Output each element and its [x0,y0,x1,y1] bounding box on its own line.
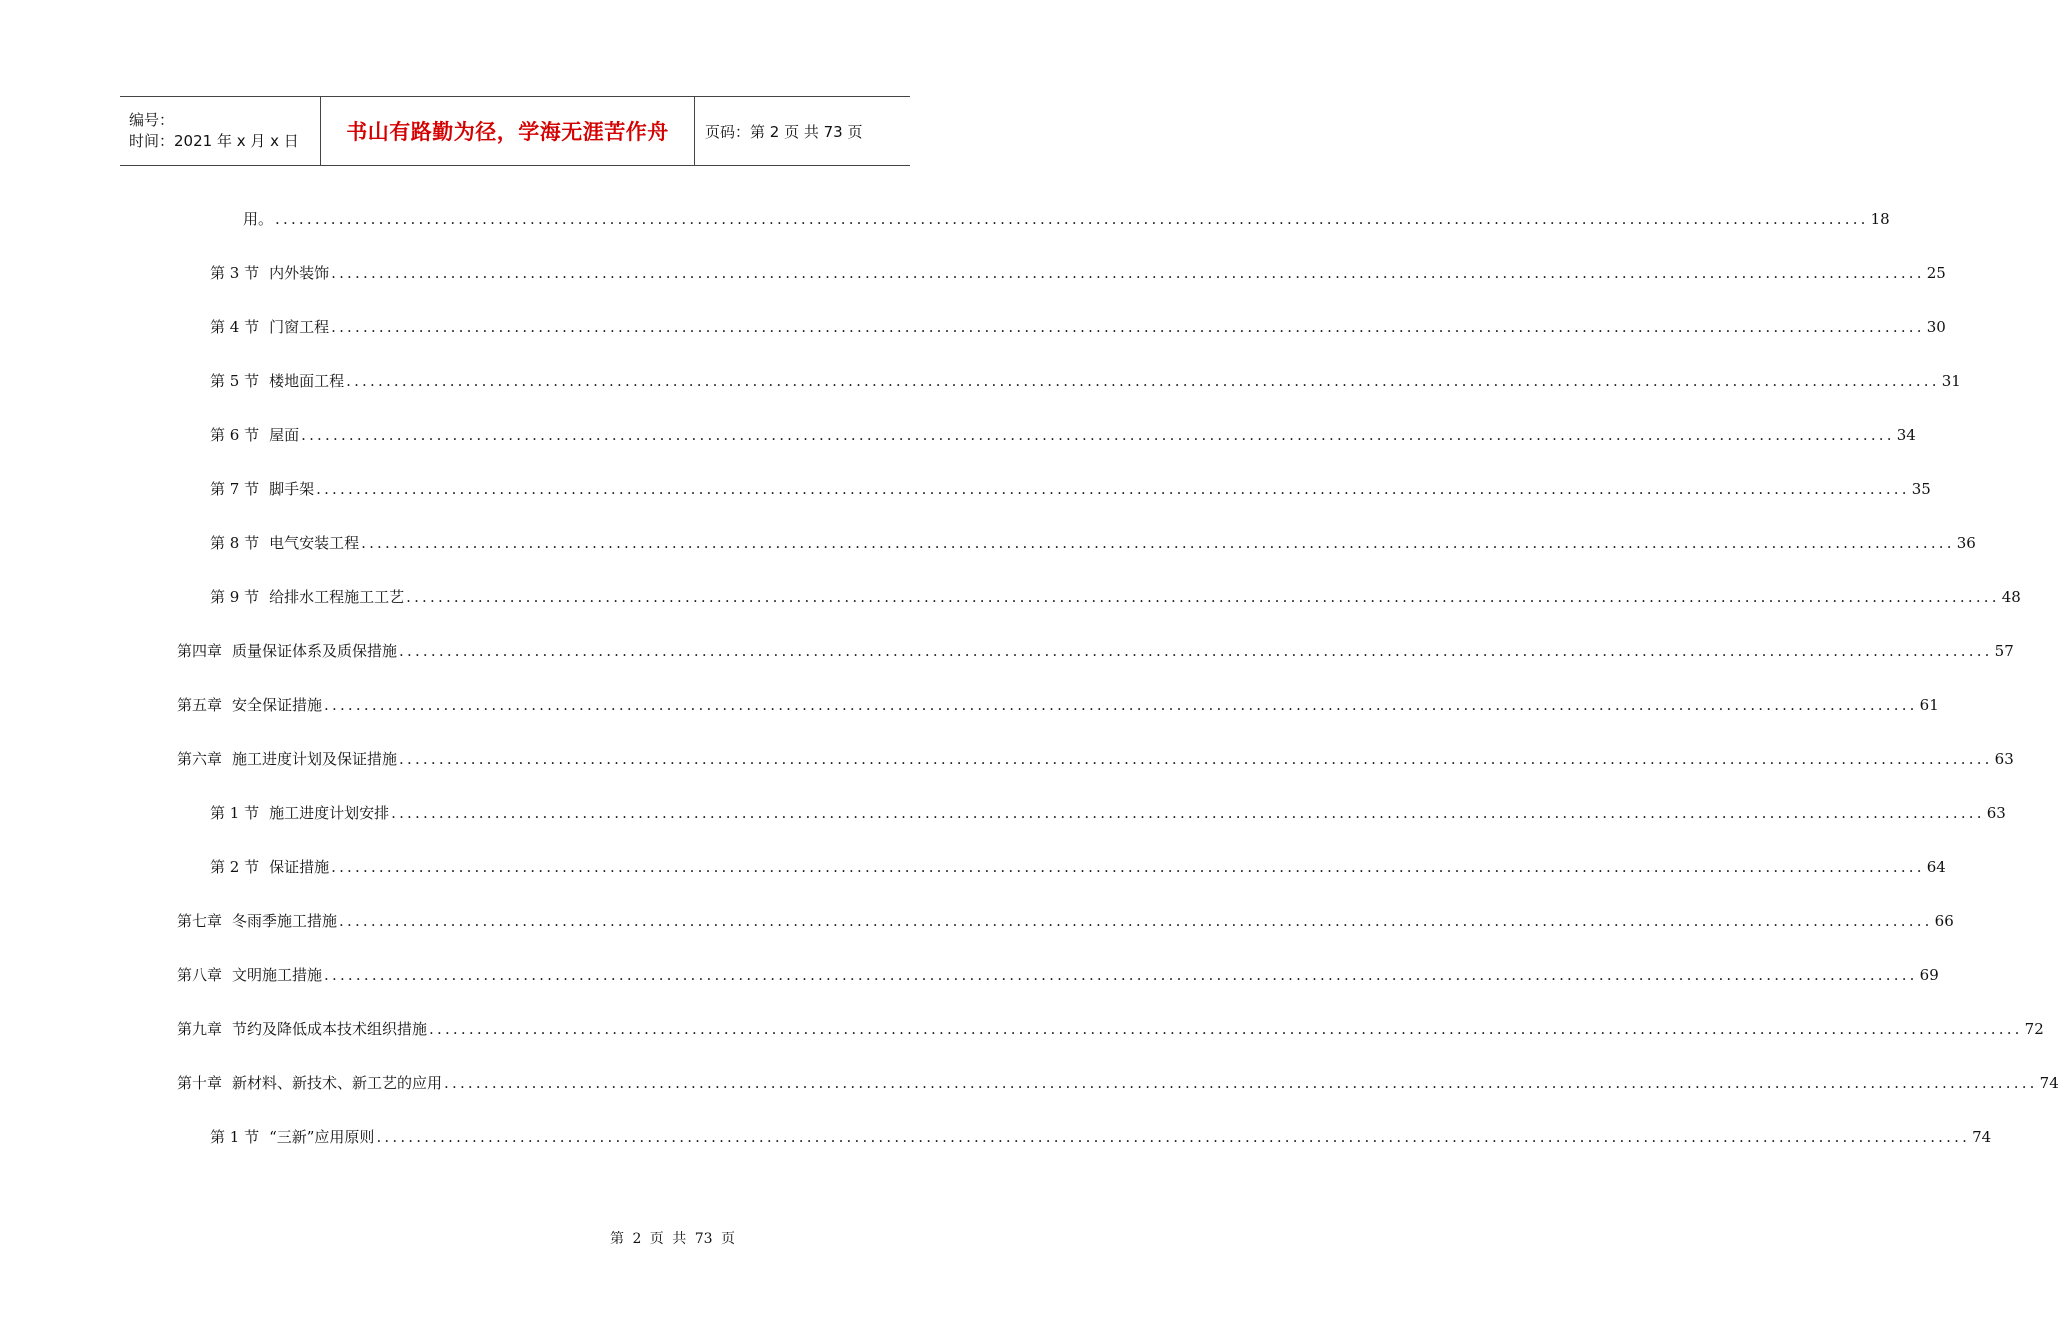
toc-leader-dots: ........................................................................................................................................................................................................ [361,534,1955,552]
toc-entry-title: 冬雨季施工措施 [232,912,338,930]
toc-entry[interactable] [210,856,1946,878]
toc-entry-number: 第七章 [177,912,223,930]
toc-entry[interactable] [210,586,2021,608]
toc-entry-title: 施工进度计划及保证措施 [232,750,398,768]
toc-entry-page: 57 [1994,642,2014,660]
toc-entry-title: 新材料、新技术、新工艺的应用 [232,1074,443,1092]
toc-entry-title: 质量保证体系及质保措施 [232,642,398,660]
toc-entry-number: 第九章 [177,1020,223,1038]
toc-leader-dots: ........................................................................................................................................................................................................ [399,750,1993,768]
toc-entry[interactable] [177,964,1939,986]
toc-entry-page: 69 [1919,966,1939,984]
toc-entry-page: 74 [2039,1074,2059,1092]
toc-leader-dots: ........................................................................................................................................................................................................ [324,966,1918,984]
toc-entry-page: 35 [1911,480,1931,498]
toc-entry-number: 第 7 节 [210,480,260,498]
toc-entry-title: 节约及降低成本技术组织措施 [232,1020,428,1038]
toc-entry-title: 屋面 [269,426,300,444]
toc-entry-number: 第 3 节 [210,264,260,282]
toc-entry[interactable] [210,802,2006,824]
page-footer: 第 2 页 共 73 页 [610,1231,735,1247]
toc-entry[interactable] [177,910,1954,932]
toc-leader-dots: ........................................................................................................................................................................................................ [316,480,1910,498]
toc-entry[interactable] [177,640,2014,662]
toc-entry-number: 第 2 节 [210,858,260,876]
toc-entry[interactable] [177,1072,2059,1094]
toc-entry-page: 74 [1972,1128,1992,1146]
toc-entry-title: 保证措施 [269,858,330,876]
header-motto: 书山有路勤为径，学海无涯苦作舟 [321,97,695,165]
toc-leader-dots: ........................................................................................................................................................................................................ [301,426,1895,444]
toc-entry-title: “三新”应用原则 [269,1128,375,1146]
toc-leader-dots: ........................................................................................................................................................................................................ [324,696,1918,714]
page-header [120,96,910,166]
toc-entry-page: 34 [1896,426,1916,444]
toc-entry[interactable] [177,1018,2044,1040]
toc-entry-title: 给排水工程施工工艺 [269,588,405,606]
toc-entry[interactable] [177,748,2014,770]
toc-entry-number: 第 6 节 [210,426,260,444]
toc-entry-number: 第十章 [177,1074,223,1092]
toc-entry[interactable] [210,478,1931,500]
toc-entry-title: 安全保证措施 [232,696,323,714]
header-time-label: 时间：2021 年 x 月 x 日 [129,132,299,150]
toc-leader-dots: ........................................................................................................................................................................................................ [346,372,1940,390]
toc-entry-page: 48 [2001,588,2021,606]
toc-entry-title: 脚手架 [269,480,315,498]
toc-leader-dots: ........................................................................................................................................................................................................ [399,642,1993,660]
toc-entry-page: 18 [1870,210,1890,228]
toc-entry-page: 64 [1926,858,1946,876]
toc-entry-number: 第六章 [177,750,223,768]
toc-leader-dots: ........................................................................................................................................................................................................ [331,318,1925,336]
toc-entry-title: 文明施工措施 [232,966,323,984]
toc-entry-page: 61 [1919,696,1939,714]
toc-entry-page: 63 [1994,750,2014,768]
toc-entry-number: 第 8 节 [210,534,260,552]
toc-entry[interactable] [177,694,1939,716]
toc-leader-dots: ........................................................................................................................................................................................................ [406,588,2000,606]
toc-entry[interactable] [210,424,1916,446]
toc-entry[interactable] [210,370,1961,392]
toc-entry-page: 36 [1956,534,1976,552]
toc-entry-title: 楼地面工程 [269,372,345,390]
toc-entry[interactable] [210,316,1946,338]
toc-entry-number: 第 1 节 [210,804,260,822]
toc-leader-dots: ........................................................................................................................................................................................................ [331,264,1925,282]
toc-entry-title: 内外装饰 [269,264,330,282]
header-meta [120,97,321,165]
toc-entry-page: 72 [2024,1020,2044,1038]
toc-entry-page: 30 [1926,318,1946,336]
toc-entry-page: 63 [1986,804,2006,822]
toc-entry-number: 第 9 节 [210,588,260,606]
toc-leader-dots: ........................................................................................................................................................................................................ [339,912,1933,930]
toc-entry-number: 第四章 [177,642,223,660]
toc-leader-dots: ........................................................................................................................................................................................................ [376,1128,1971,1146]
toc-entry-number: 第 1 节 [210,1128,260,1146]
toc-entry-number: 第 5 节 [210,372,260,390]
toc-entry-number: 第八章 [177,966,223,984]
toc-entry-title: 用。 [243,210,274,228]
header-number-label: 编号： [129,111,175,129]
toc-entry[interactable] [210,532,1976,554]
toc-leader-dots: ........................................................................................................................................................................................................ [444,1074,2038,1092]
toc-entry-number: 第 4 节 [210,318,260,336]
toc-entry-page: 31 [1941,372,1961,390]
toc-entry[interactable] [243,208,1890,230]
toc-entry[interactable] [210,1126,1992,1148]
toc-entry-title: 施工进度计划安排 [269,804,390,822]
toc-entry-page: 25 [1926,264,1946,282]
toc-leader-dots: ........................................................................................................................................................................................................ [275,210,1869,228]
header-page-info: 页码：第 2 页 共 73 页 [705,122,863,141]
toc-entry[interactable] [210,262,1946,284]
toc-entry-title: 门窗工程 [269,318,330,336]
toc-entry-title: 电气安装工程 [269,534,360,552]
toc-leader-dots: ........................................................................................................................................................................................................ [331,858,1925,876]
toc-leader-dots: ........................................................................................................................................................................................................ [429,1020,2023,1038]
toc-entry-page: 66 [1934,912,1954,930]
toc-leader-dots: ........................................................................................................................................................................................................ [391,804,1985,822]
toc-entry-number: 第五章 [177,696,223,714]
